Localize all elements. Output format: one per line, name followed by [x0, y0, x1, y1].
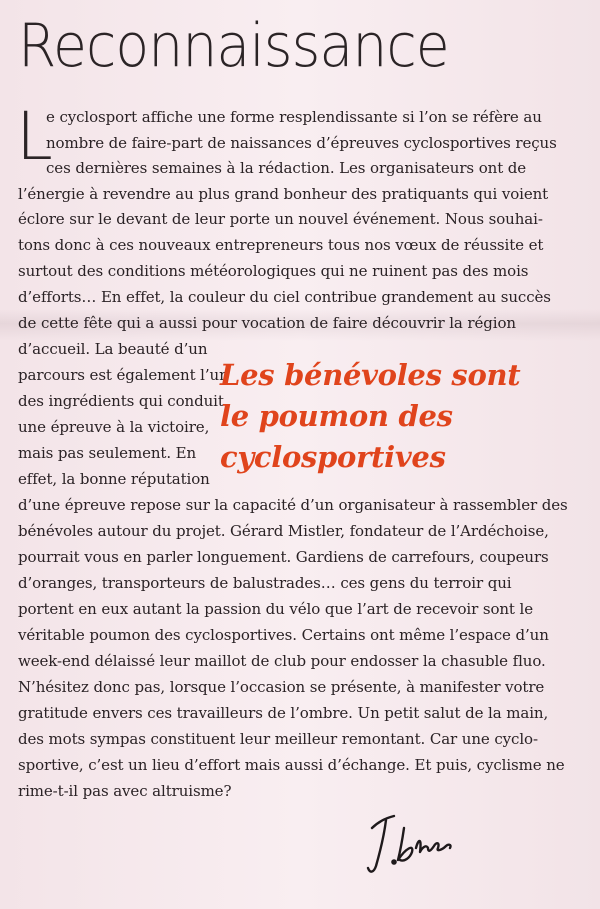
body-line: e cyclosport affiche une forme resplendissante si l’on se réfère au: [46, 108, 542, 126]
body-line: de cette fête qui a aussi pour vocation de faire découvrir la région: [18, 314, 516, 332]
pull-quote-line: le poumon des: [220, 399, 453, 433]
body-line: des ingrédients qui conduit: [18, 392, 224, 410]
body-line: d’oranges, transporteurs de balustrades… ces gens du terroir qui: [18, 574, 512, 592]
body-line: bénévoles autour du projet. Gérard Mistler, fondateur de l’Ardéchoise,: [18, 522, 549, 540]
body-line: nombre de faire-part de naissances d’épreuves cyclosportives reçus: [46, 134, 557, 152]
body-line: portent en eux autant la passion du vélo que l’art de recevoir sont le: [18, 600, 534, 618]
body-line: week-end délaissé leur maillot de club pour endosser la chasuble fluo.: [18, 652, 546, 670]
body-line: d’accueil. La beauté d’un: [18, 340, 208, 358]
body-line: tons donc à ces nouveaux entrepreneurs tous nos vœux de réussite et: [18, 236, 544, 254]
pull-quote-line: cyclosportives: [220, 440, 446, 474]
body-line: sportive, c’est un lieu d’effort mais aussi d’échange. Et puis, cyclisme ne: [18, 756, 565, 774]
body-line: ces dernières semaines à la rédaction. Les organisateurs ont de: [46, 159, 527, 177]
pull-quote: [220, 355, 520, 478]
drop-cap: L: [16, 98, 53, 175]
body-line: véritable poumon des cyclosportives. Certains ont même l’espace d’un: [18, 626, 549, 644]
body-line: mais pas seulement. En: [18, 444, 197, 462]
page-title: Reconnaissance: [18, 11, 449, 81]
signature-image: [360, 808, 460, 878]
body-line: gratitude envers ces travailleurs de l’ombre. Un petit salut de la main,: [18, 704, 549, 722]
body-line: l’énergie à revendre au plus grand bonheur des pratiquants qui voient: [18, 185, 549, 203]
body-line: pourrait vous en parler longuement. Gardiens de carrefours, coupeurs: [18, 548, 549, 566]
body-line: rime-t-il pas avec altruisme?: [18, 782, 232, 800]
pull-quote-line: Les bénévoles sont: [220, 358, 521, 392]
body-line: éclore sur le devant de leur porte un nouvel événement. Nous souhai-: [18, 210, 543, 228]
body-line: N’hésitez donc pas, lorsque l’occasion se présente, à manifester votre: [18, 678, 545, 696]
body-line: parcours est également l’un: [18, 366, 229, 384]
body-line: d’une épreuve repose sur la capacité d’un organisateur à rassembler des: [18, 496, 568, 514]
body-line: une épreuve à la victoire,: [18, 418, 210, 436]
body-line: des mots sympas constituent leur meilleur remontant. Car une cyclo-: [18, 730, 538, 748]
body-line: surtout des conditions météorologiques qui ne ruinent pas des mois: [18, 262, 529, 280]
body-line: effet, la bonne réputation: [18, 470, 210, 488]
body-line: d’efforts… En effet, la couleur du ciel contribue grandement au succès: [18, 288, 551, 306]
